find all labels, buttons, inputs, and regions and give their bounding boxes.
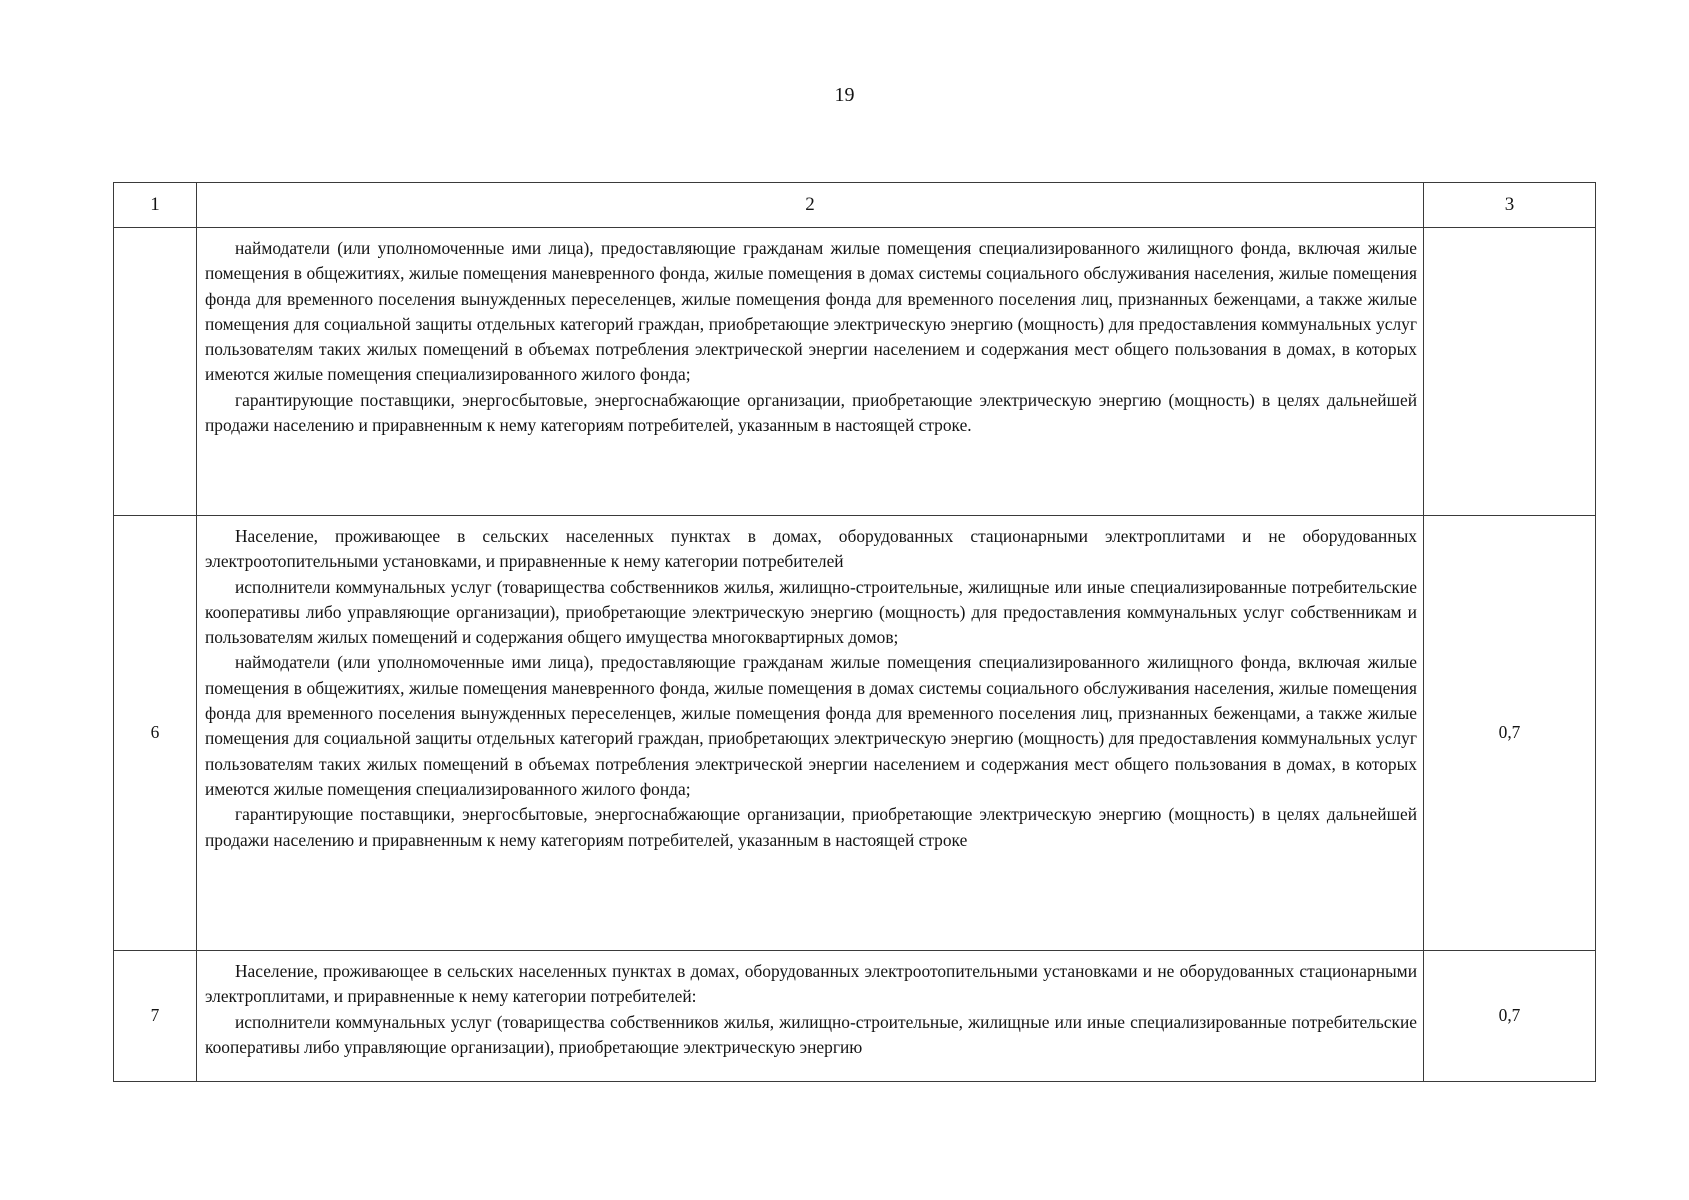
row-description (197, 951, 1424, 1082)
table-row (114, 516, 1596, 951)
table-row (114, 951, 1596, 1082)
paragraph: исполнители коммунальных услуг (товарищества собственников жилья, жилищно-строительные, жилищные или иные специализированные потребительские кооперативы либо управляющие организации), приобретающие электрическую энергию (205, 1011, 1417, 1057)
table-header-row (114, 183, 1596, 228)
header-col-2: 2 (197, 183, 1424, 228)
row-coefficient: 0,7 (1424, 951, 1596, 1082)
paragraph: наймодатели (или уполномоченные ими лица), предоставляющие гражданам жилые помещения специализированного жилищного фонда, включая жилые помещения в общежитиях, жилые помещения маневренного фонда, жилые помещения в домах системы социального обслуживания населения, жилые помещения фонда для временного поселения вынужденных переселенцев, жилые помещения фонда для временного поселения лиц, признанных беженцами, а также жилые помещения для социальной защиты отдельных категорий граждан, приобретающих электрическую энергию (мощность) для предоставления коммунальных услуг пользователям таких жилых помещений в объемах потребления электрической энергии населением и содержания мест общего пользования в домах, в которых имеются жилые помещения специализированного жилого фонда; (205, 652, 1417, 799)
row-number: 7 (114, 951, 197, 1082)
row-number: 6 (114, 516, 197, 951)
row-description (197, 228, 1424, 516)
paragraph: наймодатели (или уполномоченные ими лица), предоставляющие гражданам жилые помещения специализированного жилищного фонда, включая жилые помещения в общежитиях, жилые помещения маневренного фонда, жилые помещения в домах системы социального обслуживания населения, жилые помещения фонда для временного поселения вынужденных переселенцев, жилые помещения фонда для временного поселения лиц, признанных беженцами, а также жилые помещения для социальной защиты отдельных категорий граждан, приобретающие электрическую энергию (мощность) для предоставления коммунальных услуг пользователям таких жилых помещений в объемах потребления электрической энергии населением и содержания мест общего пользования в домах, в которых имеются жилые помещения специализированного жилого фонда; (205, 238, 1417, 385)
tariff-table (113, 182, 1596, 1082)
row-description (197, 516, 1424, 951)
header-col-1: 1 (114, 183, 197, 228)
paragraph: гарантирующие поставщики, энергосбытовые, энергоснабжающие организации, приобретающие электрическую энергию (мощность) в целях дальнейшей продажи населению и приравненным к нему категориям потребителей, указанным в настоящей строке. (205, 389, 1417, 436)
paragraph: Население, проживающее в сельских населенных пунктах в домах, оборудованных стационарными электроплитами и не оборудованных электроотопительными установками, и приравненные к нему категории потребителей (205, 526, 1417, 572)
paragraph: исполнители коммунальных услуг (товарищества собственников жилья, жилищно-строительные, жилищные или иные специализированные потребительские кооперативы либо управляющие организации), приобретающие электрическую энергию (мощность) для предоставления коммунальных услуг собственникам и пользователям жилых помещений и содержания общего имущества многоквартирных домов; (205, 576, 1417, 648)
header-col-3: 3 (1424, 183, 1596, 228)
paragraph: Население, проживающее в сельских населенных пунктах в домах, оборудованных электроотопительными установками и не оборудованных стационарными электроплитами, и приравненные к нему категории потребителей: (205, 961, 1417, 1007)
table-row (114, 228, 1596, 516)
row-number (114, 228, 197, 516)
paragraph: гарантирующие поставщики, энергосбытовые, энергоснабжающие организации, приобретающие электрическую энергию (мощность) в целях дальнейшей продажи населению и приравненным к нему категориям потребителей, указанным в настоящей строке (205, 804, 1417, 850)
row-coefficient (1424, 228, 1596, 516)
row-coefficient: 0,7 (1424, 516, 1596, 951)
page-number: 19 (834, 84, 855, 106)
